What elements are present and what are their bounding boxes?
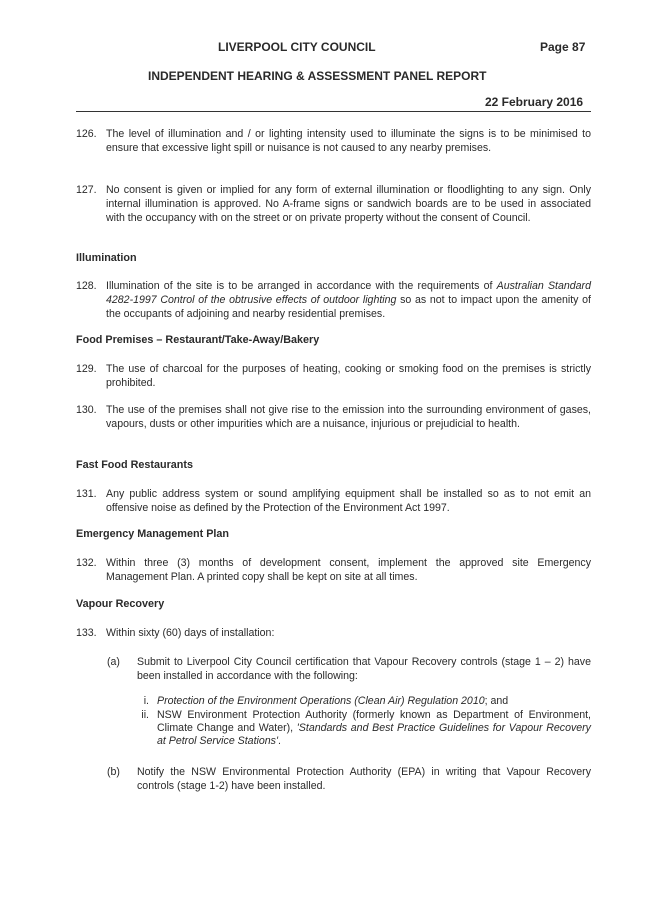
condition-number: 128. [76,280,97,292]
condition-text: Within three (3) months of development consent, implement the approved site Emergency Management Plan. A printed copy shall be kept on site at all times. [106,557,591,583]
text-run: NSW Environment Protection Authority (formerly known as Department of Environment, Climate Change and Water), [157,709,591,734]
sub-label: (a) [107,656,120,668]
condition-126 [76,127,591,155]
condition-131 [76,487,591,515]
text-run: ; and [484,695,509,707]
section-heading-vapour: Vapour Recovery [76,598,165,610]
condition-text [106,279,591,321]
condition-128 [76,279,591,321]
roman-label: ii. [141,709,149,721]
page-number: Page 87 [540,40,586,54]
sub-text: Notify the NSW Environmental Protection Authority (EPA) in writing that Vapour Recovery controls (stage 1-2) have been installed. [137,766,591,792]
text-run: Illumination of the site is to be arranged in accordance with the requirements of [106,280,497,292]
condition-129 [76,362,591,390]
condition-number: 130. [76,404,97,416]
condition-130 [76,403,591,431]
condition-127 [76,183,591,225]
condition-number: 133. [76,627,97,639]
text-run: so as not to impact upon the amenity of the occupants of adjoining and nearby residential premises. [106,294,591,320]
condition-133 [76,626,591,640]
standard-title: Australian Standard 4282-1997 Control of the obtrusive effects of outdoor lighting [106,280,591,306]
header-divider [76,111,591,112]
section-heading-emergency: Emergency Management Plan [76,528,230,540]
sub-label: (b) [107,766,120,778]
report-title: INDEPENDENT HEARING & ASSESSMENT PANEL REPORT [148,69,487,83]
roman-label: i. [143,695,149,707]
condition-number: 129. [76,363,97,375]
condition-number: 127. [76,184,97,196]
text-run: . [277,735,281,747]
condition-133-a-ii [129,709,591,748]
condition-133-a [107,655,591,683]
condition-text: No consent is given or implied for any form of external illumination or floodlighting to any sign. Only internal illumination is approved. No A-frame signs or sandwich boards are to be used in associated with the occupancy with on the street or on private property without the consent of Council. [106,184,591,224]
guideline-title: 'Standards and Best Practice Guidelines for Vapour Recovery at Petrol Service Stations' [157,722,591,747]
condition-133-b [107,765,591,793]
condition-number: 132. [76,557,97,569]
section-heading-food-premises: Food Premises – Restaurant/Take-Away/Bakery [76,334,320,346]
condition-text: Within sixty (60) days of installation: [106,627,275,639]
sub-text: Submit to Liverpool City Council certification that Vapour Recovery controls (stage 1 – 2) have been installed in accordance with the following: [137,656,591,682]
section-heading-illumination: Illumination [76,252,137,264]
condition-text: The use of charcoal for the purposes of heating, cooking or smoking food on the premises is strictly prohibited. [106,363,591,389]
roman-text [157,709,591,748]
roman-text [157,695,591,708]
report-date: 22 February 2016 [485,95,584,109]
condition-text: Any public address system or sound amplifying equipment shall be installed so as to not emit an offensive noise as defined by the Protection of the Environment Act 1997. [106,488,591,514]
section-heading-fast-food: Fast Food Restaurants [76,459,193,471]
condition-number: 126. [76,128,97,140]
condition-133-a-i [129,695,591,708]
condition-text: The use of the premises shall not give rise to the emission into the surrounding environment of gases, vapours, dusts or other impurities which are a nuisance, injurious or prejudicial to health. [106,404,591,430]
condition-number: 131. [76,488,97,500]
condition-132 [76,556,591,584]
regulation-title: Protection of the Environment Operations (Clean Air) Regulation 2010 [157,695,485,707]
condition-text: The level of illumination and / or lighting intensity used to illuminate the signs is to be minimised to ensure that excessive light spill or nuisance is not caused to any nearby premises. [106,128,591,154]
council-name: LIVERPOOL CITY COUNCIL [218,40,376,54]
